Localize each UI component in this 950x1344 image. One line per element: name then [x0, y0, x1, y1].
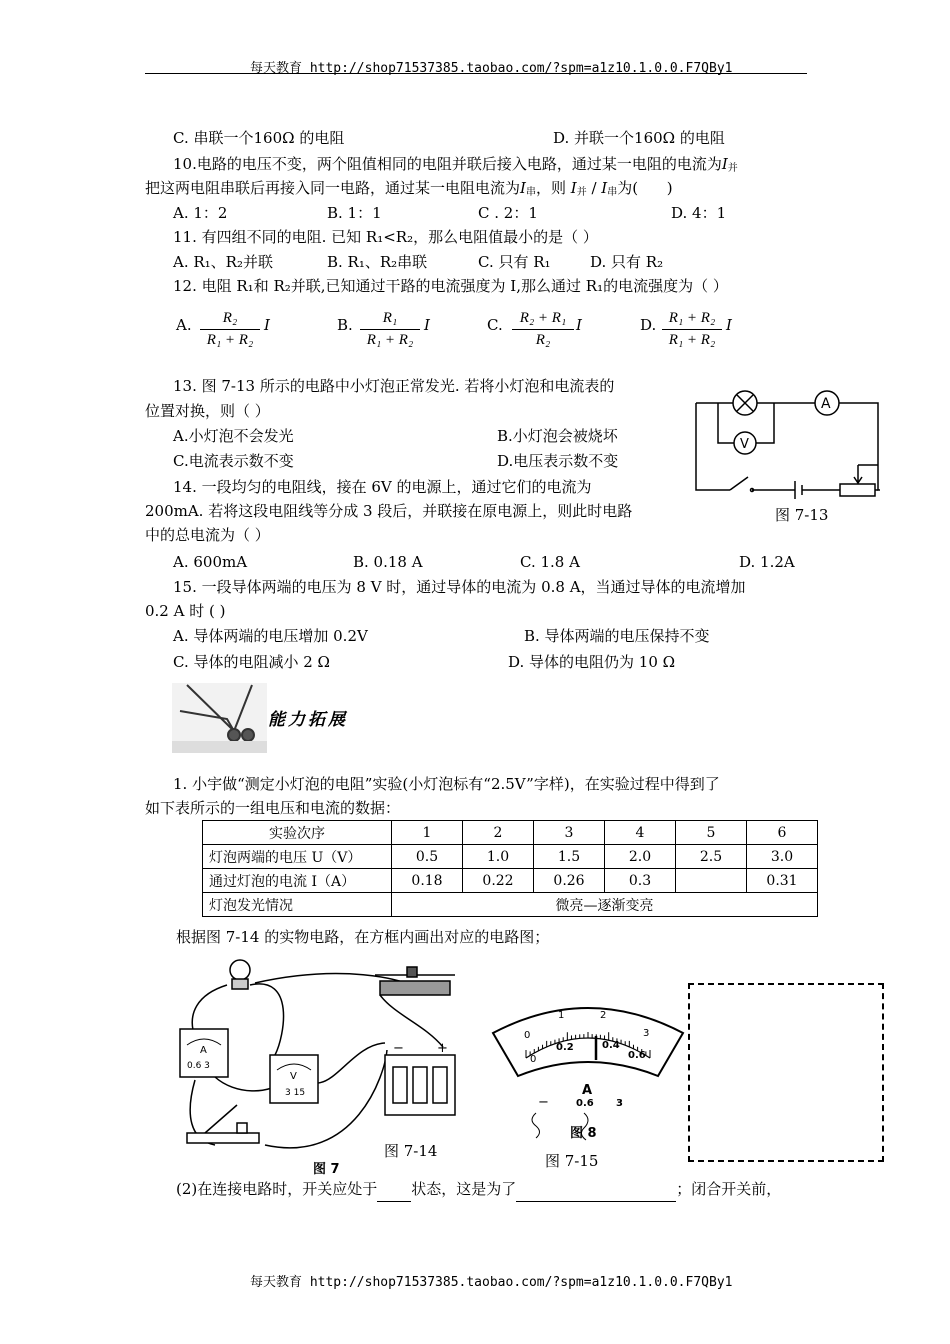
q10-option-a: A. 1：2 — [173, 204, 228, 222]
q14-option-a: A. 600mA — [173, 553, 248, 571]
terminal-0-6: 0.6 — [576, 1098, 594, 1109]
fig-7-13-caption: 图 7-13 — [775, 506, 829, 524]
battery-negative: − — [393, 1041, 404, 1056]
table-cell: 2.0 — [605, 845, 676, 869]
q12-d-den: R₁ + R₂ — [668, 332, 716, 348]
q10-i-symbol: I — [721, 155, 728, 173]
q13-option-b: B.小灯泡会被烧坏 — [497, 427, 618, 445]
table-header-cell: 3 — [534, 821, 605, 845]
row-label: 通过灯泡的电流 I（A） — [203, 869, 392, 893]
q9-option-d: D. 并联一个160Ω 的电阻 — [553, 129, 725, 147]
q15-option-d: D. 导体的电阻仍为 10 Ω — [508, 653, 676, 671]
q2-blank-2[interactable] — [516, 1177, 676, 1202]
table-cell: 0.31 — [747, 869, 818, 893]
q12-option-d-fraction — [662, 310, 722, 349]
ammeter-terminals: 0.6 3 — [187, 1061, 210, 1071]
q11-option-d: D. 只有 R₂ — [590, 253, 664, 271]
circuit-wire-left — [696, 403, 730, 490]
table-cell: 0.5 — [392, 845, 463, 869]
ext-instruction: 根据图 7-14 的实物电路，在方框内画出对应的电路图； — [176, 928, 550, 946]
q12-b-tail: I — [424, 316, 430, 334]
q10-option-d: D. 4：1 — [671, 204, 727, 222]
q11-option-b: B. R₁、R₂串联 — [327, 253, 428, 271]
bottom-scale-3: 0.6 — [628, 1050, 646, 1061]
q9-option-c: C. 串联一个160Ω 的电阻 — [173, 129, 345, 147]
q10-option-c: C . 2：1 — [478, 204, 538, 222]
table-cell: 2.5 — [676, 845, 747, 869]
q12-text: 12. 电阻 R₁和 R₂并联,已知通过干路的电流强度为 I,那么通过 R₁的电流强度为（ ） — [173, 277, 728, 295]
q15-line2: 0.2 A 时 ( ) — [145, 602, 226, 620]
fig-7-13-circuit — [690, 385, 890, 500]
q15-option-b: B. 导体两端的电压保持不变 — [524, 627, 710, 645]
top-scale-2: 2 — [600, 1010, 607, 1021]
q11-option-a: A. R₁、R₂并联 — [173, 253, 273, 271]
fig-7-15-caption: 图 7-15 — [545, 1152, 599, 1170]
q12-option-a-fraction — [200, 310, 260, 349]
q13-line2: 位置对换，则（ ） — [145, 402, 270, 420]
bulb-icon — [230, 960, 250, 989]
q12-d-tail: I — [726, 316, 732, 334]
table-cell: 1.0 — [463, 845, 534, 869]
table-header-cell: 5 — [676, 821, 747, 845]
q12-b-den: R₁ + R₂ — [366, 332, 414, 348]
bottom-scale-2: 0.4 — [602, 1040, 620, 1051]
q12-option-c-fraction — [512, 310, 574, 349]
switch-icon — [187, 1105, 259, 1143]
rheostat-slider — [854, 465, 878, 483]
q10-then: ，则 — [535, 179, 566, 197]
q13-line1: 13. 图 7-13 所示的电路中小灯泡正常发光. 若将小灯泡和电流表的 — [173, 377, 615, 395]
q12-a-den: R₁ + R₂ — [206, 332, 254, 348]
wire — [192, 985, 227, 1030]
table-header-cell: 2 — [463, 821, 534, 845]
ext1-line1: 1. 小宇做“测定小灯泡的电阻”实验(小灯泡标有“2.5V”字样)，在实验过程中得到了 — [173, 775, 720, 793]
q10-line1 — [173, 152, 738, 176]
q10-option-b: B. 1：1 — [327, 204, 382, 222]
q12-b-num: R₁ — [382, 310, 398, 326]
dial-frame — [493, 1008, 683, 1076]
q2-mid: 状态，这是为了 — [411, 1180, 517, 1198]
voltmeter-label: V — [290, 1071, 297, 1082]
battery-pack-icon — [385, 1055, 455, 1115]
terminal-negative: − — [538, 1095, 549, 1110]
bottom-scale-0: 0 — [530, 1054, 537, 1065]
q10-sub-ratio-1: 并 — [576, 187, 587, 198]
table-row — [203, 845, 818, 869]
table-cell: 0.18 — [392, 869, 463, 893]
q2-pre: (2)在连接电路时，开关应处于 — [176, 1180, 378, 1198]
lamp-cross — [737, 395, 753, 411]
row-label: 灯泡两端的电压 U（V） — [203, 845, 392, 869]
q2-post: ；闭合开关前， — [676, 1180, 782, 1198]
ext1-line2: 如下表所示的一组电压和电流的数据： — [145, 799, 401, 817]
table-cell: 1.5 — [534, 845, 605, 869]
q12-option-d-label: D. — [640, 316, 657, 334]
header-rule — [145, 73, 807, 74]
circuit-wire — [696, 403, 880, 490]
page-header: 每天教育 http://shop71537385.taobao.com/?spm=a1z10.1.0.0.F7QBy1 — [250, 61, 733, 76]
ammeter-label: A — [200, 1045, 207, 1056]
q12-option-c-label: C. — [487, 316, 503, 334]
q12-a-tail: I — [264, 316, 270, 334]
ammeter-symbol: A — [821, 396, 831, 412]
battery-plates — [795, 481, 802, 499]
table-cell — [676, 869, 747, 893]
q2-line — [176, 1177, 781, 1201]
fig-7-14-caption: 图 7-14 — [384, 1142, 438, 1160]
q12-c-den: R₂ — [535, 332, 551, 348]
q13-option-a: A.小灯泡不会发光 — [173, 427, 294, 445]
dial-unit: A — [582, 1083, 593, 1098]
q2-blank-1[interactable] — [377, 1177, 411, 1202]
switch — [730, 477, 795, 490]
table-cell: 微亮—逐渐变亮 — [392, 893, 818, 917]
lead-wire — [532, 1113, 540, 1138]
rheostat — [840, 484, 875, 496]
q12-option-b-label: B. — [337, 316, 353, 334]
table-header-row — [203, 821, 818, 845]
voltmeter-terminals: 3 15 — [285, 1088, 306, 1098]
q10-text2: 把这两电阻串联后再接入同一电路，通过某一电阻电流为 — [145, 179, 521, 197]
table-header-cell: 1 — [392, 821, 463, 845]
q14-line2: 200mA. 若将这段电阻线等分成 3 段后，并联接在原电源上，则此时电路 — [145, 502, 633, 520]
q15-option-a: A. 导体两端的电压增加 0.2V — [173, 627, 368, 645]
table-cell: 0.26 — [534, 869, 605, 893]
gymnast-illustration — [172, 683, 267, 753]
table-header-cell: 6 — [747, 821, 818, 845]
battery-positive: + — [437, 1041, 448, 1056]
q10-text: 10.电路的电压不变，两个阻值相同的电阻并联后接入电路，通过某一电阻的电流为 — [173, 155, 722, 173]
wire — [380, 995, 443, 1047]
table-header-cell: 4 — [605, 821, 676, 845]
q10-close: ) — [666, 179, 673, 197]
q13-option-d: D.电压表示数不变 — [497, 452, 619, 470]
data-table — [202, 820, 818, 917]
rheostat-icon — [375, 967, 455, 995]
fig-8-sub-caption: 图 8 — [570, 1126, 597, 1141]
table-header-label: 实验次序 — [203, 821, 392, 845]
table-row — [203, 869, 818, 893]
row-label: 灯泡发光情况 — [203, 893, 392, 917]
q13-option-c: C.电流表示数不变 — [173, 452, 294, 470]
fig-7-sub-caption: 图 7 — [313, 1162, 340, 1177]
q12-a-num: R₂ — [222, 310, 238, 326]
q15-option-c: C. 导体的电阻减小 2 Ω — [173, 653, 330, 671]
top-scale-0: 0 — [524, 1030, 531, 1041]
q10-i-ser: I — [520, 179, 526, 197]
bottom-scale-1: 0.2 — [556, 1042, 574, 1053]
q11-text: 11. 有四组不同的电阻. 已知 R₁<R₂，那么电阻值最小的是（ ） — [173, 228, 598, 246]
q10-sub-ser: 串 — [525, 187, 536, 198]
voltmeter-symbol: V — [740, 437, 749, 452]
q12-d-num: R₁ + R₂ — [668, 310, 716, 326]
q14-line1: 14. 一段均匀的电阻线，接在 6V 的电源上，通过它们的电流为 — [173, 478, 592, 496]
answer-box[interactable] — [688, 983, 884, 1162]
q14-line3: 中的总电流为（ ） — [145, 526, 270, 544]
table-cell: 0.3 — [605, 869, 676, 893]
q14-option-b: B. 0.18 A — [353, 553, 423, 571]
q14-option-d: D. 1.2A — [739, 553, 795, 571]
table-cell: 3.0 — [747, 845, 818, 869]
q15-line1: 15. 一段导体两端的电压为 8 V 时，通过导体的电流为 0.8 A，当通过导体的电流增加 — [173, 578, 746, 596]
q12-c-num: R₂ + R₁ — [519, 310, 567, 326]
terminal-3: 3 — [616, 1098, 623, 1109]
table-cell: 0.22 — [463, 869, 534, 893]
top-scale-1: 1 — [558, 1010, 565, 1021]
q10-sub-ratio-2: 串 — [607, 187, 618, 198]
table-row — [203, 893, 818, 917]
page-footer: 每天教育 http://shop71537385.taobao.com/?spm=a1z10.1.0.0.F7QBy1 — [250, 1275, 733, 1290]
q10-i-ratio-2: I — [601, 179, 608, 197]
q12-option-a-label: A. — [176, 316, 192, 334]
q10-line2: 把这两电阻串联后再接入同一电路，通过某一电阻电流为$I_串$，则 $I_并 / I_串$为( ) — [145, 179, 673, 198]
top-scale-3: 3 — [643, 1028, 650, 1039]
q10-ask: 为( — [617, 179, 639, 197]
q10-sub-par: 并 — [727, 163, 738, 174]
wire — [250, 984, 284, 1055]
q11-option-c: C. 只有 R₁ — [478, 253, 551, 271]
q14-option-c: C. 1.8 A — [520, 553, 580, 571]
q10-i-ratio-1: I — [570, 179, 577, 197]
section-title: 能力拓展 — [268, 710, 348, 730]
q12-option-b-fraction — [360, 310, 420, 349]
q12-c-tail: I — [576, 316, 582, 334]
